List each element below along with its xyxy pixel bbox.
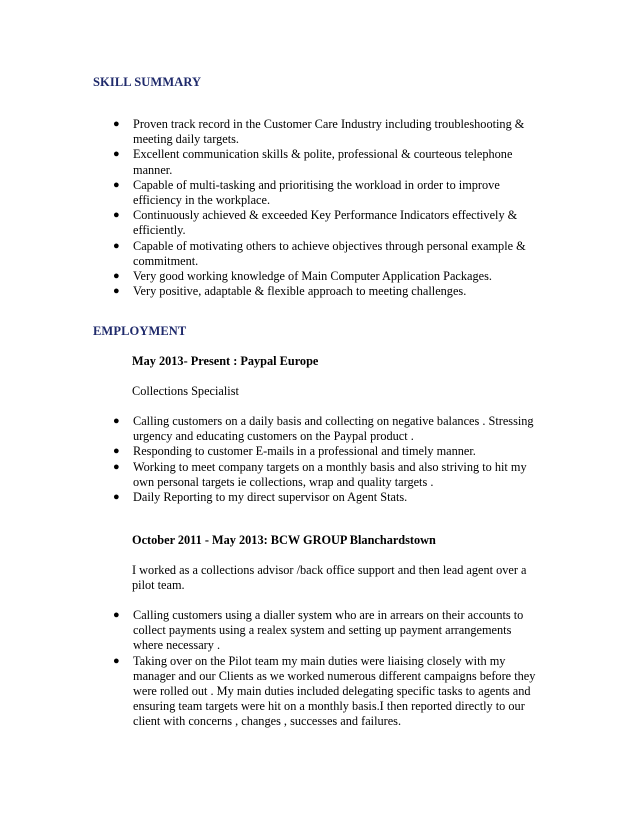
bullet-icon: ● [113,148,120,161]
job-duties-list [93,414,543,505]
skill-summary-heading: SKILL SUMMARY [93,75,202,89]
job-role: I worked as a collections advisor /back office support and then lead agent over a pilot team. [132,563,527,593]
job-title: October 2011 - May 2013: BCW GROUP Blanchardstown [132,533,436,547]
list-item: ● Continuously achieved & exceeded Key Performance Indicators effectively & efficiently. [113,208,518,238]
bullet-icon: ● [113,445,120,458]
list-item: ● Excellent communication skills & polite, professional & courteous telephone manner. [113,147,513,177]
bullet-icon: ● [113,209,120,222]
bullet-icon: ● [113,609,120,621]
bullet-icon: ● [113,654,120,667]
list-item: ● Very good working knowledge of Main Computer Application Packages. [113,269,492,284]
list-item: ● Calling customers on a daily basis and collecting on negative balances . Stressing urgency and educating customers on the Paypal product . [113,414,534,444]
list-item: ● Proven track record in the Customer Care Industry including troubleshooting & meeting daily targets. [113,117,525,147]
bullet-icon: ● [113,178,120,191]
bullet-icon: ● [113,118,120,130]
list-item: ● Calling customers using a dialler system who are in arrears on their accounts to collect payments using a realex system and setting up payment arrangements where necessary . [113,608,524,653]
bullet-icon: ● [113,415,120,427]
skill-summary-list [93,117,543,299]
bullet-icon: ● [113,270,120,283]
bullet-icon: ● [113,285,120,298]
job-role: Collections Specialist [132,384,239,398]
list-item: ● Very positive, adaptable & flexible approach to meeting challenges. [113,284,467,299]
employment-heading: EMPLOYMENT [93,324,187,338]
list-item: ● Taking over on the Pilot team my main duties were liaising closely with my manager and our Clients as we worked numerous different campaigns before they were rolled out . My main duties included delegating specific tasks to agents and ensuring team targets were hit on a monthly basis.I then reported directly to our client with concerns , changes , successes and failures. [113,653,536,729]
list-item: ● Daily Reporting to my direct supervisor on Agent Stats. [113,490,408,505]
list-item: ● Capable of motivating others to achieve objectives through personal example & commitment. [113,238,526,268]
bullet-icon: ● [113,239,120,252]
bullet-icon: ● [113,491,120,504]
job-title: May 2013- Present : Paypal Europe [132,354,319,368]
list-item: ● Working to meet company targets on a monthly basis and also striving to hit my own personal targets ie collections, wrap and quality targets . [113,459,527,489]
list-item: ● Capable of multi-tasking and prioritising the workload in order to improve efficiency in the workplace. [113,177,500,208]
list-item: ● Responding to customer E-mails in a professional and timely manner. [113,444,476,459]
job-duties-list [93,608,543,730]
bullet-icon: ● [113,460,120,473]
